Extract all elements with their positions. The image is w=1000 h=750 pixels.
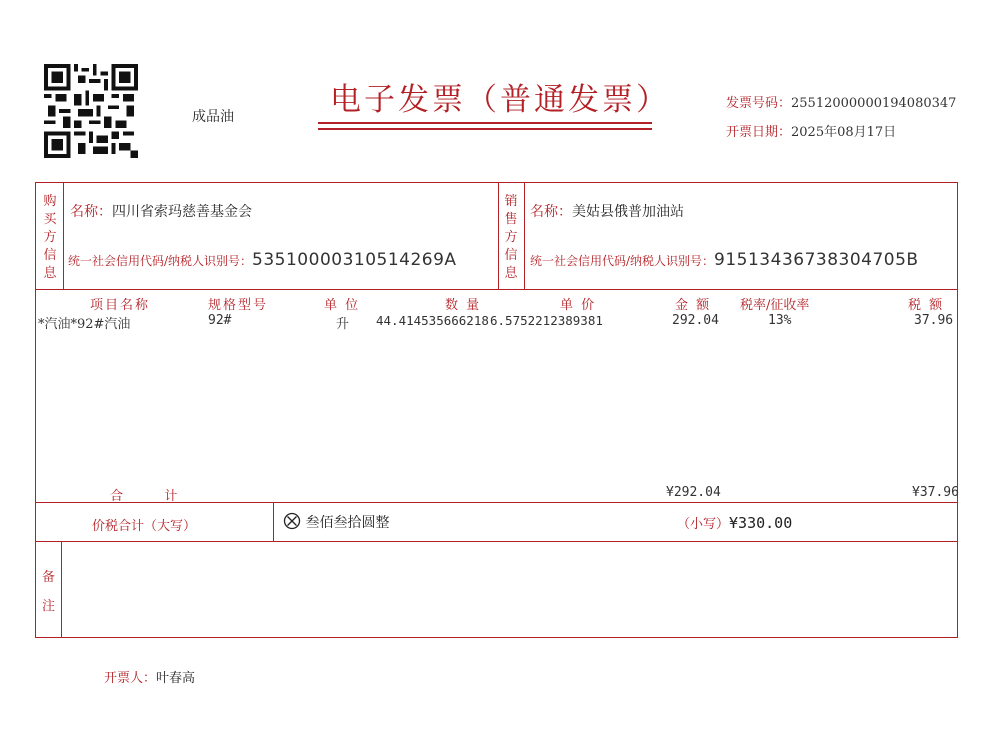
seller-tax-id-value: 91513436738304705B <box>714 250 919 270</box>
cancel-circle-icon <box>283 512 301 530</box>
col-header-item-name: 项目名称 <box>90 298 151 313</box>
party-center-divider <box>498 182 499 289</box>
issue-date-label: 开票日期： <box>726 125 792 140</box>
total-tax: ¥37.96 <box>912 485 959 500</box>
title-underline <box>318 122 652 124</box>
col-header-qty: 数 量 <box>445 298 482 313</box>
seller-name-value: 美姑县俄普加油站 <box>572 204 684 220</box>
buyer-name <box>70 201 252 221</box>
col-header-unit: 单 位 <box>324 298 361 313</box>
invoice-title: 电子发票（普通发票） <box>330 82 670 118</box>
frame-right <box>957 182 958 638</box>
issuer-label: 开票人： <box>104 671 157 686</box>
invoice-number-value: 25512000000194080347 <box>791 96 957 111</box>
col-header-amount: 金 额 <box>675 298 712 313</box>
buyer-side-char: 购 <box>43 194 57 209</box>
item-name: *汽油*92#汽油 <box>38 317 131 332</box>
buyer-side-char: 信 <box>43 248 57 263</box>
item-tax-rate: 13% <box>768 313 792 328</box>
seller-side-label <box>503 193 519 283</box>
grand-total-uppercase-value: 叁佰叁拾圆整 <box>305 515 390 531</box>
col-header-spec: 规格型号 <box>208 298 269 313</box>
total-amount: ¥292.04 <box>666 485 721 500</box>
seller-tax-id <box>530 250 919 270</box>
item-price: 6.5752212389381 <box>490 313 603 328</box>
grand-total-lowercase-label: （小写） <box>677 517 730 532</box>
buyer-tax-id-value: 53510000310514269A <box>252 250 457 270</box>
seller-side-char: 方 <box>504 230 518 245</box>
item-qty: 44.414535666218 <box>376 313 489 328</box>
issuer-value: 叶春高 <box>156 671 196 686</box>
issue-date-value: 2025年08月17日 <box>791 125 897 140</box>
remarks-label-char: 备 <box>42 570 56 585</box>
item-unit: 升 <box>336 317 350 332</box>
buyer-side-char: 方 <box>43 230 57 245</box>
col-header-tax-rate: 税率/征收率 <box>740 298 810 313</box>
seller-side-char: 息 <box>504 266 518 281</box>
buyer-side-char: 息 <box>43 266 57 281</box>
seller-name-label: 名称： <box>530 204 572 220</box>
invoice-number <box>726 92 956 111</box>
buyer-name-value: 四川省索玛慈善基金会 <box>112 204 252 220</box>
item-spec: 92# <box>208 313 232 328</box>
col-header-price: 单 价 <box>560 298 597 313</box>
grand-total-col-divider <box>273 502 274 541</box>
seller-label-divider <box>524 182 525 289</box>
grand-total-label: 价税合计（大写） <box>92 519 197 534</box>
invoice-number-label: 发票号码： <box>726 96 792 111</box>
grand-total-uppercase <box>283 512 389 532</box>
col-header-tax: 税 额 <box>908 298 945 313</box>
issue-date <box>726 121 896 140</box>
remark-divider <box>61 541 62 637</box>
buyer-side-label <box>42 193 58 283</box>
seller-side-char: 售 <box>504 212 518 227</box>
buyer-name-label: 名称： <box>70 204 112 220</box>
remarks-label-char: 注 <box>42 599 56 614</box>
frame-top <box>35 182 958 183</box>
title-underline <box>318 128 652 130</box>
total-label: 合 计 <box>110 489 178 504</box>
grand-total-divider <box>35 541 958 542</box>
frame-bottom <box>35 637 958 638</box>
seller-tax-id-label: 统一社会信用代码/纳税人识别号： <box>530 254 715 268</box>
party-divider <box>35 289 958 290</box>
buyer-side-char: 买 <box>43 212 57 227</box>
issuer <box>104 667 195 686</box>
buyer-tax-id <box>68 250 457 270</box>
seller-side-char: 销 <box>504 194 518 209</box>
seller-name <box>530 201 684 221</box>
buyer-label-divider <box>63 182 64 289</box>
item-tax: 37.96 <box>914 313 954 328</box>
qr-code <box>44 64 138 158</box>
seller-side-char: 信 <box>504 248 518 263</box>
grand-total-lowercase-value: ¥330.00 <box>729 514 793 532</box>
invoice-category: 成品油 <box>192 109 234 125</box>
grand-total-lowercase <box>677 513 792 532</box>
item-amount: 292.04 <box>672 313 719 328</box>
buyer-tax-id-label: 统一社会信用代码/纳税人识别号： <box>68 254 253 268</box>
frame-left <box>35 182 36 638</box>
